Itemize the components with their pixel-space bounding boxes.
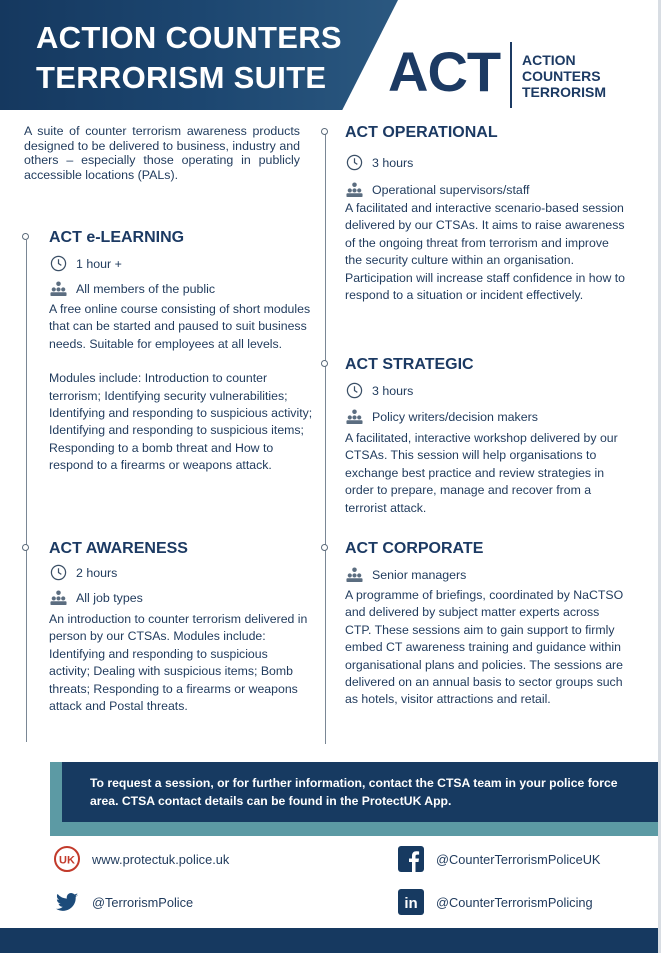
clock-icon	[345, 382, 364, 399]
contact-website[interactable]	[54, 846, 229, 872]
timeline-dot-awareness	[22, 544, 29, 551]
audience-row	[49, 587, 311, 608]
section-awareness	[49, 540, 311, 715]
section-title: ACT STRATEGIC	[345, 356, 474, 373]
body-paragraph-2: Modules include: Introduction to counter terrorism; Identifying security vulnerabilities; Identifying and responding to suspicious activity; Identifying and responding to suspicious items; Responding to a bomb threat and How to respond to a firearms or weapons attack.	[49, 371, 313, 473]
protectuk-badge-text: UK	[59, 854, 75, 867]
audience-text: All job types	[76, 590, 143, 605]
section-body: A facilitated and interactive scenario-based session delivered by our CTSAs. It aims to raise awareness of the ongoing threat from terrorism and improve the security culture within an organisation. Participation will increase staff confidence in how to respond to a situation or incident effectively.	[345, 201, 626, 303]
duration-row	[345, 380, 629, 401]
header	[0, 0, 661, 110]
linkedin-icon	[398, 889, 424, 915]
clock-icon	[345, 154, 364, 171]
people-icon	[345, 566, 364, 583]
duration-row	[49, 253, 321, 274]
facebook-handle[interactable]: @CounterTerrorismPoliceUK	[436, 851, 601, 867]
audience-text: Senior managers	[372, 567, 467, 582]
intro-text: A suite of counter terrorism awareness products designed to be delivered to business, industry and others – especially those operating in publicly accessible locations (PALs).	[24, 124, 300, 182]
duration-text: 3 hours	[372, 383, 414, 398]
section-body	[49, 301, 321, 475]
duration-text: 2 hours	[76, 565, 118, 580]
people-icon	[49, 280, 68, 297]
section-body: An introduction to counter terrorism delivered in person by our CTSAs. Modules include: Identifying and responding to suspicious activity; Dealing with suspicious items; Bomb threats; Responding to a firearms or weapons attack and Postal threats.	[49, 612, 308, 714]
twitter-handle[interactable]: @TerrorismPolice	[92, 894, 194, 910]
linkedin-handle[interactable]: @CounterTerrorismPolicing	[436, 894, 593, 910]
contact-banner: To request a session, or for further information, contact the CTSA team in your police force area. CTSA contact details can be found in the ProtectUK App.	[62, 762, 661, 822]
audience-row	[345, 406, 629, 427]
page-title	[36, 18, 366, 98]
duration-text: 3 hours	[372, 155, 414, 170]
people-icon	[345, 408, 364, 425]
act-logo-words	[522, 52, 606, 100]
facebook-icon	[398, 846, 424, 872]
page-title-line-2: TERRORISM SUITE	[36, 60, 327, 95]
left-timeline	[26, 240, 27, 742]
audience-text: Policy writers/decision makers	[372, 409, 538, 424]
act-logo	[388, 42, 628, 108]
linkedin-glyph: in	[404, 895, 418, 912]
timeline-dot-corporate	[321, 544, 328, 551]
clock-icon	[49, 564, 68, 581]
audience-text: All members of the public	[76, 281, 216, 296]
duration-row	[49, 562, 311, 583]
contact-facebook[interactable]	[398, 846, 600, 872]
clock-icon	[49, 255, 68, 272]
audience-row	[49, 278, 321, 299]
act-logo-mark: ACT	[388, 40, 501, 103]
twitter-icon	[54, 889, 80, 915]
protectuk-icon	[54, 846, 80, 872]
audience-row	[345, 564, 629, 585]
section-title: ACT AWARENESS	[49, 540, 188, 557]
duration-row	[345, 152, 629, 173]
logo-word-3: TERRORISM	[522, 84, 606, 100]
section-body: A programme of briefings, coordinated by NaCTSO and delivered by subject matter experts across CTP. These sessions aim to gain support to firmly embed CT awareness training and guidance within organisational plans and policies. The sessions are delivered on an annual basis to sector groups such as hotels, visitor attractions and retail.	[345, 588, 624, 707]
section-corporate	[345, 540, 629, 709]
people-icon	[49, 589, 68, 606]
right-timeline	[325, 134, 326, 744]
page-title-line-1: ACTION COUNTERS	[36, 20, 342, 55]
section-body: A facilitated, interactive workshop delivered by our CTSAs. This session will help organisations to exchange best practice and review strategies in order to prepare, manage and recover from a terrorist attack.	[345, 431, 618, 515]
body-paragraph-1: A free online course consisting of short modules that can be started and paused to suit business needs. Suitable for employees at all levels.	[49, 302, 311, 351]
section-title: ACT CORPORATE	[345, 540, 484, 557]
section-title: ACT OPERATIONAL	[345, 124, 498, 141]
section-strategic	[345, 356, 629, 517]
timeline-dot-elearning	[22, 233, 29, 240]
timeline-dot-strategic	[321, 360, 328, 367]
audience-row	[345, 179, 629, 200]
audience-text: Operational supervisors/staff	[372, 182, 530, 197]
section-title: ACT e-LEARNING	[49, 229, 185, 246]
logo-word-2: COUNTERS	[522, 68, 601, 84]
timeline-dot-operational	[321, 128, 328, 135]
section-elearning	[49, 229, 321, 475]
section-operational	[345, 124, 629, 304]
logo-word-1: ACTION	[522, 52, 576, 68]
footer-bar	[0, 928, 661, 953]
contact-linkedin[interactable]	[398, 889, 593, 915]
act-logo-divider	[510, 42, 512, 108]
duration-text: 1 hour +	[76, 256, 122, 271]
website-link[interactable]: www.protectuk.police.uk	[92, 851, 230, 867]
contact-twitter[interactable]	[54, 889, 193, 915]
people-icon	[345, 181, 364, 198]
